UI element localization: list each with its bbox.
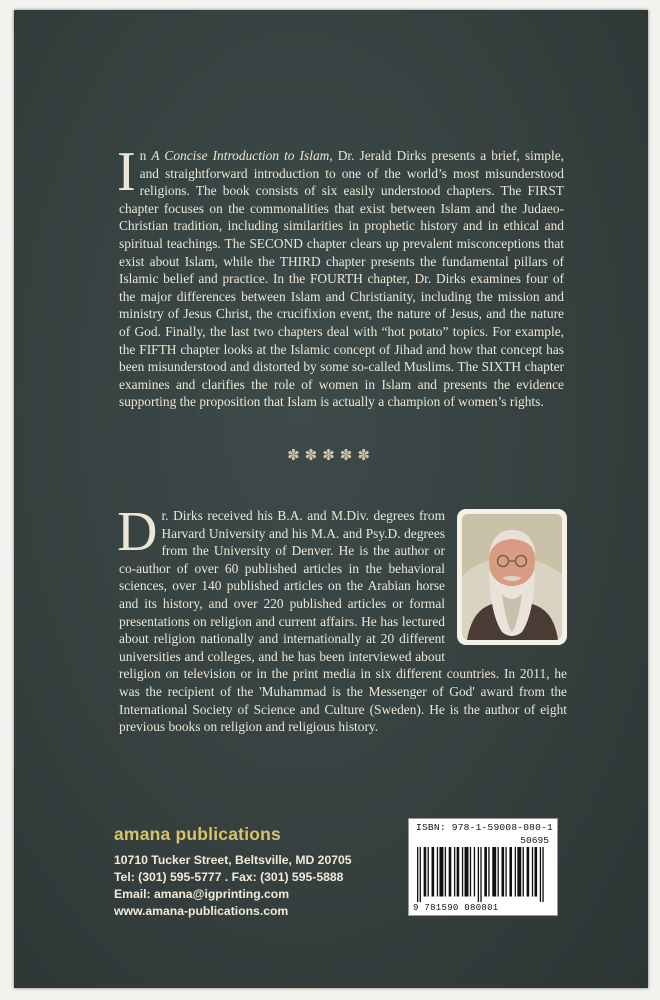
- section-separator: ✽✽✽✽✽: [287, 448, 375, 464]
- publisher-email: Email: amana@igprinting.com: [114, 887, 290, 901]
- barcode-digits: 9 781590 080801: [413, 903, 499, 913]
- publisher-block: [114, 824, 352, 920]
- bio-dropcap: D: [117, 501, 158, 563]
- author-bio: [117, 501, 567, 736]
- barcode-bars: [417, 847, 549, 902]
- back-cover: [14, 10, 648, 988]
- price-code: 50695: [520, 835, 549, 846]
- book-description: [117, 141, 565, 411]
- author-photo: [457, 509, 567, 645]
- isbn-text: ISBN: 978-1-59008-080-1: [416, 822, 554, 833]
- isbn-barcode: [408, 818, 558, 916]
- bio-text: r. Dirks received his B.A. and M.Div. degrees from Harvard University and his M.A. and Psy.D. degrees from the University of Denver. He is the author or co-author of over 60 published articles in the behavioral sciences, over 140 published articles on the Arabian horse and its history, and over 220 published articles or formal presentations on religion and current affairs. He has lectured about religion nationally and internationally at 20 different universities and colleges, and he has been interviewed about religion on television or in the print media in six different countries. In 2011, he was the recipient of the 'Muhammad is the Messenger of God' award from the International Society of Science and Culture (Sweden). He is the author of eight previous books on religion and religious history.: [119, 508, 567, 735]
- description-dropcap: I: [117, 141, 136, 203]
- publisher-address: 10710 Tucker Street, Beltsville, MD 20705: [114, 853, 352, 867]
- publisher-name: amana publications: [114, 824, 281, 844]
- book-title: A Concise Introduction to Islam: [151, 148, 330, 163]
- publisher-phone: Tel: (301) 595-5777 . Fax: (301) 595-5888: [114, 870, 344, 884]
- description-text: , Dr. Jerald Dirks presents a brief, simple, and straightforward introduction to one of the world’s most misunderstood religions. The book consists of six easily understood chapters. The FIRST chapter focuses on the commonalities that exist between Islam and the Judaeo-Christian tradition, including similarities in prophetic history and in ethical and spiritual teachings. The SECOND chapter clears up prevalent misconceptions that exist about Islam, while the THIRD chapter presents the fundamental pillars of Islamic belief and practice. In the FOURTH chapter, Dr. Dirks examines four of the major differences between Islam and Christianity, including the mission and ministry of Jesus Christ, the crucifixion event, the nature of Jesus, and the nature of God. Finally, the last two chapters deal with “hot potato” topics. For example, the FIFTH chapter looks at the Islamic concept of Jihad and how that concept has been misunderstood and distorted by some so-called Muslims. The SIXTH chapter examines and clarifies the role of women in Islam and presents the evidence supporting the proposition that Islam is actually a champion of women’s rights.: [119, 148, 565, 410]
- description-lead-in: n: [139, 148, 152, 163]
- publisher-website: www.amana-publications.com: [114, 904, 289, 918]
